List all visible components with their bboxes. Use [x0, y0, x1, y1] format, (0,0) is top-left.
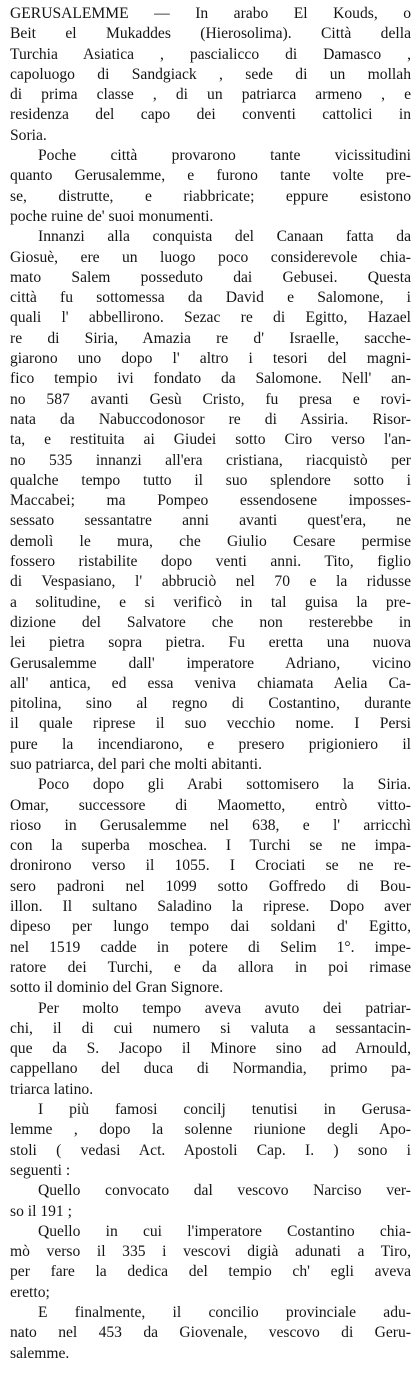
- text-line: re di Siria, Amazia re d' Israelle, sacche-: [10, 329, 411, 347]
- text-line: triarca latino.: [10, 1080, 94, 1098]
- text-line: sessato sessantatre anni avanti quest'era, ne: [10, 512, 411, 530]
- text-line: capoluogo di Sandgiack , sede di un mollah: [10, 65, 411, 83]
- paragraph-council-juvenal: [10, 1303, 411, 1364]
- text-line: nato nel 453 da Giovenale, vescovo di Geru-: [10, 1324, 411, 1342]
- text-line: con la superba moschea. I Turchi se ne impa-: [10, 837, 411, 855]
- paragraph-arabs: [10, 775, 411, 998]
- text-line: E finalmente, il concilio provinciale adu-: [38, 1304, 411, 1321]
- text-line: cappellano del duca di Normandia, primo pa-: [10, 1060, 411, 1078]
- text-line: quanto Gerusalemme, e furono tante volte pre-: [10, 167, 411, 185]
- text-line: I più famosi concilj tenutisi in Gerusa-: [38, 1101, 411, 1119]
- text-line: per fare la dedica del tempio ch' egli aveva: [10, 1263, 411, 1281]
- text-line: seguenti :: [10, 1161, 71, 1179]
- text-line: residenza del capo dei conventi cattolici in: [10, 106, 411, 124]
- text-line: Quello in cui l'imperatore Costantino chia-: [38, 1222, 411, 1240]
- text-line: dronirono verso il 1055. I Crociati se ne re-: [10, 857, 411, 875]
- text-line: salemme.: [10, 1344, 70, 1362]
- text-line: Soria.: [10, 126, 47, 144]
- text-line: all' antica, ed essa veniva chiamata Aelia Ca-: [10, 674, 411, 692]
- paragraph-council-constantine: [10, 1222, 411, 1303]
- text-line: Poco dopo gli Arabi sottomisero la Siria.: [38, 776, 411, 794]
- text-line: so il 191 ;: [10, 1202, 72, 1220]
- text-line: di prima classe , di un patriarca armeno , e: [10, 86, 411, 104]
- text-line: il quale riprese il suo vecchio nome. I Persi: [10, 715, 411, 733]
- text-line: Gerusalemme dall' imperatore Adriano, vicino: [10, 654, 411, 672]
- paragraph-vicissitudes: [10, 146, 411, 227]
- text-line: demolì le mura, che Giulio Cesare permise: [10, 532, 411, 550]
- text-line: Per molto tempo aveva avuto dei patriar-: [38, 999, 411, 1017]
- text-line: Maccabei; ma Pompeo essendosene imposses-: [10, 492, 411, 510]
- text-line: suo patriarca, del pari che molti abitanti.: [10, 755, 263, 773]
- text-line: eretto;: [10, 1283, 50, 1301]
- paragraph-councils: [10, 1100, 411, 1181]
- text-line: no 587 avanti Gesù Cristo, fu presa e rovi-: [10, 390, 411, 408]
- text-line: pitolina, sino al regno di Costantino, durante: [10, 695, 411, 713]
- text-line: Omar, successore di Maometto, entrò vitto-: [10, 796, 411, 814]
- text-line: se, distrutte, e riabbricate; eppure esistono: [10, 187, 411, 205]
- paragraph-history: [10, 227, 411, 775]
- text-line: qualche tempo tutto il suo splendore sotto i: [10, 471, 411, 489]
- text-line: mò verso il 335 i vescovi digià adunati a Tiro,: [10, 1243, 411, 1261]
- text-line: nata da Nabuccodonosor re di Assiria. Risor-: [10, 410, 411, 428]
- text-line: no 535 innanzi all'era cristiana, riacquistò per: [10, 451, 411, 469]
- text-line: stoli ( vedasi Act. Apostoli Cap. I. ) sono i: [10, 1141, 411, 1159]
- text-line: fossero ristabilite dopo venti anni. Tito, figlio: [10, 553, 411, 571]
- text-line: fico tempio ivi fondato da Salomone. Nell' an-: [10, 370, 411, 388]
- text-line: chi, il di cui numero si valuta a sessantacin-: [10, 1019, 411, 1037]
- text-line: lei pietra sopra pietra. Fu eretta una nuova: [10, 634, 411, 652]
- text-line: rioso in Gerusalemme nel 638, e l' arricchì: [10, 816, 411, 834]
- text-line: mato Salem posseduto dai Gebusei. Questa: [10, 268, 411, 286]
- text-line: città fu sottomessa da David e Salomone, i: [10, 289, 411, 307]
- text-line: que da S. Jacopo il Minore sino ad Arnould,: [10, 1040, 411, 1058]
- paragraph-intro: [10, 4, 411, 146]
- text-line: Poche città provarono tante vicissitudini: [38, 147, 411, 165]
- text-line: lemme , dopo la solenne riunione degli Apo-: [10, 1121, 411, 1139]
- text-line: nel 1519 cadde in potere di Selim 1°. impe-: [10, 938, 411, 956]
- text-line: Quello convocato dal vescovo Narciso ver-: [38, 1182, 411, 1200]
- text-line: sero padroni nel 1099 sotto Goffredo di Bou-: [10, 877, 411, 895]
- text-line: dipeso per lungo tempo dai soldani d' Egitto,: [10, 918, 411, 936]
- text-line: ratore dei Turchi, e da allora in poi rimase: [10, 958, 411, 976]
- text-line: ta, e restituita ai Giudei sotto Ciro verso l'an-: [10, 431, 411, 449]
- text-line: sotto il dominio del Gran Signore.: [10, 979, 224, 997]
- text-line: poche ruine de' suoi monumenti.: [10, 207, 214, 225]
- text-line: Giosuè, ere un luogo poco considerevole chia-: [10, 248, 411, 266]
- paragraph-patriarchs: [10, 999, 411, 1100]
- text-line: Turchia Asiatica , pascialicco di Damasco ,: [10, 45, 411, 63]
- text-line: illon. Il sultano Saladino la riprese. Dopo aver: [10, 898, 411, 916]
- text-line: giarono uno dopo l' altro i tesori del magni-: [10, 350, 411, 368]
- text-line: Innanzi alla conquista del Canaan fatta da: [38, 228, 411, 246]
- text-line: GERUSALEMME — In arabo El Kouds, o: [10, 5, 411, 22]
- text-line: a solitudine, e si verificò in tal guisa la pre-: [10, 593, 411, 611]
- text-line: pure la incendiarono, e presero prigioniero il: [10, 735, 411, 753]
- text-line: dizione del Salvatore che non resterebbe in: [10, 613, 411, 631]
- paragraph-council-narcissus: [10, 1181, 411, 1222]
- encyclopedia-article: [10, 4, 411, 1364]
- text-line: quali l' abbellirono. Sezac re di Egitto, Hazael: [10, 309, 411, 327]
- text-line: di Vespasiano, l' abbruciò nel 70 e la ridusse: [10, 573, 411, 591]
- text-line: Beit el Mukaddes (Hierosolima). Città della: [10, 25, 411, 43]
